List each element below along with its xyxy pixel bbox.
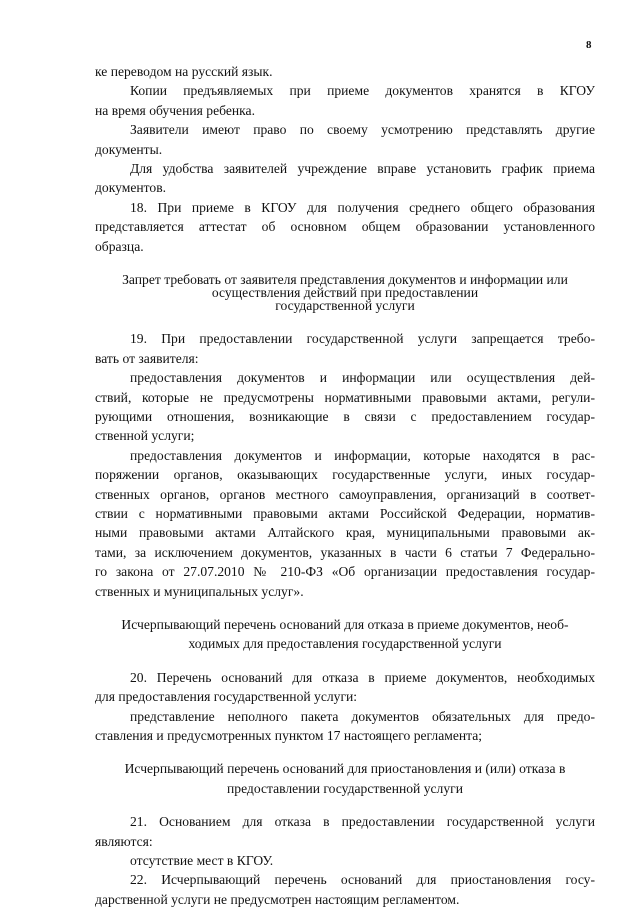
text-line: 20. Перечень оснований для отказа в приеме документов, необходимых (130, 669, 595, 685)
text-line: 21. Основанием для отказа в предоставлении государственной услуги (130, 814, 595, 830)
text-line: 18. При приеме в КГОУ для получения среднего общего образования (130, 199, 595, 215)
text-line: Копии предъявляемых при приеме документов хранятся в КГОУ (130, 83, 595, 99)
text-line: государственной услуги (275, 298, 415, 313)
text-line: 19. При предоставлении государственной услуги запрещается требо- (130, 331, 595, 347)
text-line: вать от заявителя: (95, 350, 199, 366)
text-line: ходимых для предоставления государственной услуги (188, 636, 502, 652)
text-line: ставления и предусмотренных пунктом 17 настоящего регламента; (95, 728, 483, 743)
text-line: для предоставления государственной услуги: (95, 689, 358, 705)
text-line: документов. (95, 180, 167, 196)
text-line: представление неполного пакета документов обязательных для предо- (130, 708, 595, 724)
text-line: образца. (95, 238, 144, 254)
text-line: поряжении органов, оказывающих государственные услуги, иных государ- (95, 467, 595, 483)
text-line: дарственной услуги не предусмотрен настоящим регламентом. (95, 891, 460, 907)
text-line: осуществления действий при предоставлении (211, 285, 479, 300)
text-line: являются: (95, 833, 153, 849)
text-line: на время обучения ребенка. (95, 102, 255, 118)
text-line: ными правовыми актами Алтайского края, муниципальными правовыми ак- (95, 525, 595, 541)
text-line: ствии с нормативными правовыми актами Российской Федерации, норматив- (95, 506, 595, 521)
text-line: ственной услуги; (95, 428, 195, 444)
text-line: Исчерпывающий перечень оснований для приостановления и (или) отказа в (124, 761, 566, 777)
text-line: Для удобства заявителей учреждение вправе установить график приема (130, 161, 595, 176)
text-line: предоставления документов и информации, которые находятся в рас- (130, 447, 595, 463)
text-line: предоставлении государственной услуги (227, 780, 463, 796)
text-line: тами, за исключением документов, указанных в части 6 статьи 7 Федерально- (95, 544, 595, 560)
text-line: Исчерпывающий перечень оснований для отказа в приеме документов, необ- (121, 617, 569, 632)
text-line: Заявители имеют право по своему усмотрению представлять другие (130, 122, 595, 138)
text-line: рующими отношения, возникающие в связи с предоставлением государ- (95, 409, 595, 424)
text-line: го закона от 27.07.2010 № 210-ФЗ «Об организации предоставления государ- (95, 564, 595, 580)
page-number: 8 (586, 39, 592, 51)
text-line: отсутствие мест в КГОУ. (130, 853, 274, 868)
text-line: ственных и муниципальных услуг». (95, 583, 304, 599)
text-line: ственных органов, органов местного самоуправления, организаций в соответ- (95, 486, 595, 502)
text-line: ке переводом на русский язык. (95, 64, 273, 79)
text-line: Запрет требовать от заявителя представления документов и информации или (122, 272, 568, 287)
text-line: ствий, которые не предусмотрены нормативными правовыми актами, регули- (95, 389, 595, 405)
text-line: предоставления документов и информации или осуществления дей- (130, 370, 595, 386)
text-line: документы. (95, 141, 163, 157)
text-line: 22. Исчерпывающий перечень оснований для приостановления госу- (130, 872, 595, 888)
text-line: представляется аттестат об основном общем образовании установленного (95, 219, 595, 235)
